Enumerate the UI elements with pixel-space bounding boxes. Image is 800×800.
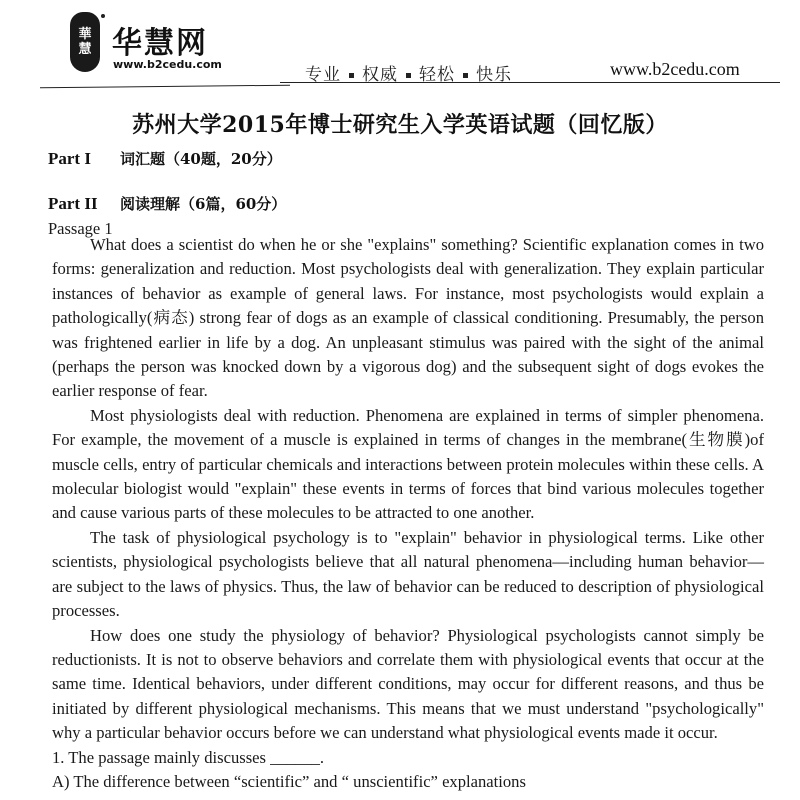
slogan-item: 轻松 bbox=[419, 65, 455, 85]
paragraph: Most physiologists deal with reduction. Phenomena are explained in terms of simpler phenomena. For example, the movement of a muscle is explained in terms of changes in the membrane(生物膜)of muscle cells, entry of particular chemicals and interactions between protein molecules within these cells. A molecular biologist would "explain" these events in terms of forces that bind various molecules together and cause various parts of these molecules to be attracted to one another. bbox=[52, 405, 764, 523]
page-header bbox=[0, 0, 800, 90]
bullet-icon bbox=[349, 73, 354, 78]
bullet-icon bbox=[463, 73, 468, 78]
part-description: 词汇题（40题，20分） bbox=[120, 150, 282, 168]
header-divider-right bbox=[280, 82, 780, 83]
logo-char: 華 bbox=[78, 27, 92, 42]
brand-url: www.b2cedu.com bbox=[113, 58, 222, 71]
part-heading bbox=[48, 193, 286, 214]
header-divider-left bbox=[40, 85, 290, 89]
brand-name: 华慧网 bbox=[112, 26, 208, 61]
registered-mark-icon bbox=[101, 14, 105, 18]
logo-char: 慧 bbox=[78, 42, 92, 57]
passage-label: Passage 1 bbox=[48, 219, 113, 238]
paragraph: What does a scientist do when he or she "explains" something? Scientific explanation comes in two forms: generalization and reduction. Most psychologists deal with generalization. They explain particular instances of behavior as example of general laws. For instance, most psychologists would explain a pathologically(病态) strong fear of dogs as an example of classical conditioning. Presumably, the person was frightened earlier in life by a dog. An unpleasant stimulus was paired with the sight of the animal (perhaps the person was knocked down by a vigorous dog) and the subsequent sight of dogs evokes the earlier response of fear. bbox=[52, 235, 764, 401]
slogan-item: 快乐 bbox=[476, 65, 512, 85]
part-label: Part I bbox=[48, 149, 91, 168]
site-url: www.b2cedu.com bbox=[610, 59, 740, 79]
part-label: Part II bbox=[48, 194, 98, 213]
document-title: 苏州大学2015年博士研究生入学英语试题（回忆版） bbox=[132, 112, 668, 138]
bullet-icon bbox=[406, 73, 411, 78]
slogan-item: 权威 bbox=[362, 65, 398, 85]
part-heading bbox=[48, 148, 282, 169]
question-stem: 1. The passage mainly discusses ______. bbox=[52, 748, 325, 767]
paragraph: How does one study the physiology of behavior? Physiological psychologists cannot simply be reductionists. It is not to observe behaviors and correlate them with physiological events that occur at the same time. Identical behaviors, under different conditions, may occur for different reasons, and thus be initiated by different physiological mechanisms. This means that we must understand "psychologically" why a particular behavior occurs before we can understand what physiological events made it occur. bbox=[52, 625, 764, 743]
paragraph: The task of physiological psychology is to "explain" behavior in physiological terms. Like other scientists, physiological psychologists believe that all natural phenomena—including human behavior—are subject to the laws of physics. Thus, the law of behavior can be reduced to description of physiological processes. bbox=[52, 527, 764, 621]
passage-body bbox=[52, 233, 764, 746]
brand-logo-icon bbox=[70, 12, 100, 72]
answer-option-a: A) The difference between “scientific” and “ unscientific” explanations bbox=[52, 772, 526, 791]
part-description: 阅读理解（6篇，60分） bbox=[120, 195, 287, 213]
slogan-item: 专业 bbox=[305, 65, 341, 85]
